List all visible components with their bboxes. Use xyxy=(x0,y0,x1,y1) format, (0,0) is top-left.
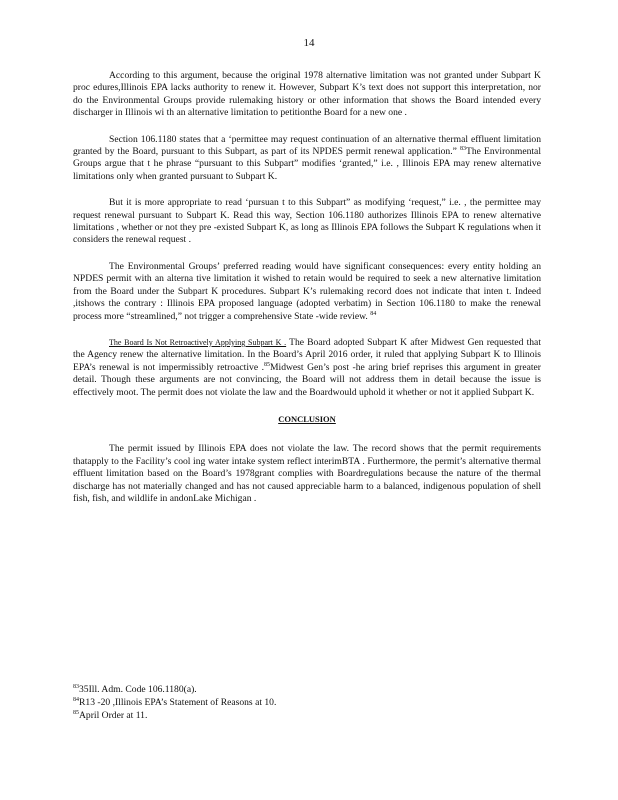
footnote-ref-84: 84 xyxy=(370,310,377,317)
conclusion-heading: CONCLUSION xyxy=(278,413,336,424)
paragraph-text: The Board adopted Subpart K after Midwest Gen requested that the Agency renew the alternative limitation. In the Board’s April 2016 order, it ruled that applying Subpart K to Illinois EPA’s renewal is not impermissibly retroactive . xyxy=(73,336,541,373)
paragraph-text: Section 106.1180 states that a ‘permittee may request continuation of an alternative thermal effluent limitation granted by the Board, pursuant to this Subpart, as part of its NPDES permit renewal application.” xyxy=(73,133,541,158)
paragraph-text: The Environmental Groups’ preferred reading would have significant consequences: every entity holding an NPDES permit with an alterna tive limitation it wished to retain would be required to seek a new alternative limitation from the Board under the Subpart K procedures. Subpart K’s rulemaking record does not indicate that inten t. Indeed ,itshows the contrary : Illinois EPA proposed language (adopted verbatim) in Section 106.1180 to make the renewal process more “streamlined,” not trigger a comprehensive State -wide review. xyxy=(73,260,541,322)
paragraph-text-cont: Midwest Gen’s post -he aring brief reprises this argument in greater detail. Though these arguments are not convincing, the Board will not address them in detail because the issue is effectively moot. The permit does not violate the law and the Boardwould uphold it whether or not it applied Subpart K. xyxy=(73,361,542,398)
footnotes xyxy=(73,683,541,722)
footnote-83 xyxy=(73,683,541,696)
footnote-84 xyxy=(73,696,541,709)
run-in-heading: The Board Is Not Retroactively Applying Subpart K . xyxy=(109,337,287,347)
paragraph-section-106-1180 xyxy=(73,134,541,184)
document-body xyxy=(73,70,541,519)
paragraph-consequences xyxy=(73,261,541,323)
footnote-text: April Order at 11. xyxy=(79,710,148,721)
footnote-ref-85: 85 xyxy=(264,361,270,368)
footnote-text: 35Ill. Adm. Code 106.1180(a). xyxy=(79,684,197,695)
paragraph-conclusion: The permit issued by Illinois EPA does not violate the law. The record shows that the permit requirements thatapply to the Facility’s cool ing water intake system reflect interimBTA . Furthermore, the permit’s alternative thermal effluent limitation based on the Board’s 1978grant complies with Boardregulations because the nature of the thermal discharge has not materially changed and has not caused appreciable harm to a balanced, indigenous population of shell fish, fish, and wildlife in andonLake Michigan . xyxy=(73,443,541,504)
footnote-mark: 85 xyxy=(73,709,79,716)
paragraph-retroactive xyxy=(73,337,541,399)
paragraph-text-cont: The Environmental Groups argue that t he phrase “pursuant to this Subpart” modifies ‘granted,” i.e. , Illinois EPA may renew alternative limitations only when granted pursuant to Subpart K. xyxy=(73,146,541,182)
paragraph-interpretation: But it is more appropriate to read ‘pursuan t to this Subpart” as modifying ‘request,” i.e. , the permittee may request renewal pursuant to Subpart K. Read this way, Section 106.1180 authorizes Illinois EPA to renew alternative limitations , whether or not they pre -existed Subpart K, as long as Illinois EPA follows the Subpart K regulations when it considers the renewal request . xyxy=(73,197,541,246)
footnote-mark: 84 xyxy=(73,696,79,703)
footnote-text: R13 -20 ,Illinois EPA’s Statement of Reasons at 10. xyxy=(79,697,277,708)
paragraph-argument: According to this argument, because the original 1978 alternative limitation was not granted under Subpart K proc edures,Illinois EPA lacks authority to renew it. However, Subpart K’s text does not support this interpretation, nor do the Environmental Groups provide rulemaking history or other information that shows the Board intended every discharger in Illinois wi th an alternative limitation to petitionthe Board for a new one . xyxy=(73,70,541,119)
footnote-ref-83: 83 xyxy=(459,145,466,152)
page-number: 14 xyxy=(303,37,315,49)
footnote-mark: 83 xyxy=(73,683,79,690)
footnote-85 xyxy=(73,709,541,722)
